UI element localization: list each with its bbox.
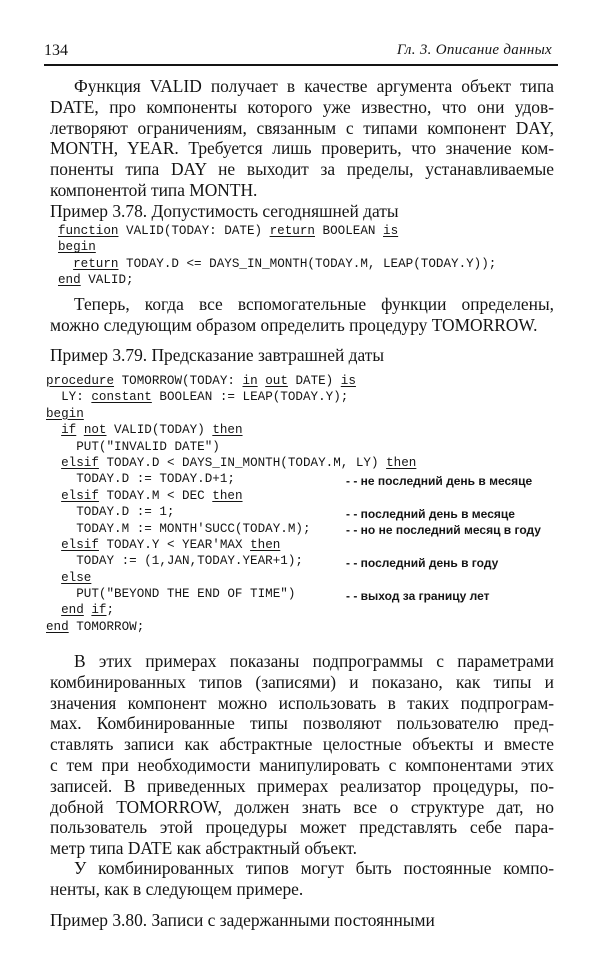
code-text [46, 538, 61, 552]
code-keyword: end [58, 273, 81, 288]
code-text [46, 489, 61, 503]
code-line [46, 389, 416, 405]
text-line: ставлять записи как абстрактные целостные объекты и вместе [50, 734, 554, 755]
code-keyword: constant [91, 390, 152, 405]
code-keyword: end [46, 619, 69, 634]
code-keyword: function [58, 224, 119, 238]
code-text: TOMORROW(TODAY: [114, 374, 243, 388]
code-comment: - - последний день в году [346, 556, 499, 570]
code-text: ; [106, 603, 115, 618]
code-text: DATE) [287, 374, 341, 388]
running-title: Гл. 3. Описание данных [396, 42, 552, 58]
code-text: TODAY.D <= DAYS_IN_MONTH(TODAY.M, LEAP(TODAY.Y)); [118, 256, 497, 271]
code-line [58, 239, 496, 255]
example-3-80-caption: Пример 3.80. Записи с задержанными постоянными [50, 910, 435, 930]
text-line: летворяют ограничениям, связанным с типами компонент DAY, [50, 117, 554, 138]
code-line [58, 256, 496, 272]
text-line: компонентой типа MONTH. [50, 179, 258, 200]
code-keyword: is [340, 374, 356, 388]
code-text: PUT("INVALID DATE") [46, 439, 220, 454]
code-line [58, 223, 496, 239]
code-text: TODAY.M := MONTH'SUCC(TODAY.M); [46, 521, 311, 536]
code-text: VALID; [80, 273, 134, 288]
code-text [46, 423, 61, 437]
code-comment: - - последний день в месяце [346, 507, 515, 521]
intro-paragraph [50, 76, 554, 201]
code-keyword: elsif [61, 488, 99, 503]
code-keyword: in [242, 374, 258, 388]
code-keyword: then [212, 488, 243, 503]
code-line [46, 488, 416, 504]
text-line: Теперь, когда все вспомогательные функции определены, [74, 294, 554, 314]
page-number: 134 [44, 42, 68, 59]
example-3-78-caption: Пример 3.78. Допустимость сегодняшней даты [50, 201, 399, 221]
example-3-79-caption: Пример 3.79. Предсказание завтрашней даты [50, 345, 385, 365]
code-keyword: is [383, 224, 399, 238]
code-text: BOOLEAN [314, 224, 384, 238]
code-text: LY: [46, 390, 92, 405]
code-keyword: then [386, 455, 417, 470]
code-keyword: if [61, 423, 77, 438]
code-keyword: return [73, 256, 119, 271]
code-line [46, 570, 416, 586]
text-line: MONTH, YEAR. Требуется лишь проверить, что значение ком- [50, 138, 554, 159]
text-line: добной TOMORROW, должен знать все о структуре дат, но [50, 796, 554, 817]
code-line [46, 455, 416, 471]
code-comment: - - но не последний месяц в году [346, 523, 541, 537]
code-text: VALID(TODAY: DATE) [118, 224, 270, 238]
text-line: В этих примерах показаны подпрограммы с параметрами [74, 651, 554, 671]
code-line [46, 602, 416, 618]
code-keyword: begin [58, 240, 96, 255]
code-text: VALID(TODAY) [106, 423, 213, 438]
code-text [76, 423, 84, 437]
code-keyword: then [212, 423, 243, 438]
code-line [46, 422, 416, 438]
code-keyword: else [61, 570, 92, 585]
code-keyword: elsif [61, 455, 99, 470]
text-line: значения компонент можно использовать в таких подпрограм- [50, 692, 554, 713]
code-keyword: begin [46, 406, 84, 421]
code-text: TOMORROW; [68, 619, 145, 634]
text-line: ненты, как в следующем примере. [50, 878, 304, 899]
code-keyword: procedure [46, 374, 115, 388]
code-keyword: then [250, 537, 281, 552]
page-header [44, 42, 558, 66]
middle-paragraph [50, 294, 554, 336]
code-keyword: return [269, 224, 315, 238]
code-text: TODAY.D := 1; [46, 505, 175, 520]
code-text [46, 571, 61, 585]
code-keyword: end [61, 603, 84, 618]
code-text [58, 257, 73, 271]
text-line: комбинированных типов (записями) и показано, как типы и [50, 671, 554, 692]
text-line: поненты типа DAY не выходит за пределы, устанавливаемые [50, 159, 554, 180]
code-text: TODAY.D := TODAY.D+1; [46, 472, 235, 487]
code-line [46, 537, 416, 553]
code-text: TODAY := (1,JAN,TODAY.YEAR+1); [46, 554, 303, 569]
code-line [46, 373, 416, 389]
text-line: DATE, про компоненты которого уже известно, что они удов- [50, 96, 554, 117]
constant-paragraph [50, 858, 554, 900]
text-line: с тем при необходимости манипулировать с компонентами этих [50, 754, 554, 775]
code-line [46, 406, 416, 422]
example-3-78-code [58, 223, 496, 289]
text-line: метр типа DATE как абстрактный объект. [50, 838, 358, 859]
code-text: PUT("BEYOND THE END OF TIME") [46, 587, 296, 602]
code-comment: - - не последний день в месяце [346, 474, 533, 488]
text-line: У комбинированных типов могут быть постоянные компо- [74, 858, 554, 878]
text-line: записей. В приведенных примерах реализатор процедуры, по- [50, 775, 554, 796]
code-text: TODAY.Y < YEAR'MAX [98, 537, 251, 552]
code-text: TODAY.M < DEC [98, 488, 213, 503]
closing-paragraph [50, 651, 554, 859]
code-text [46, 456, 61, 470]
code-line [46, 619, 416, 635]
code-keyword: elsif [61, 537, 99, 552]
code-text: TODAY.D < DAYS_IN_MONTH(TODAY.M, LY) [98, 455, 387, 470]
text-line: можно следующим образом определить процедуру TOMORROW. [50, 314, 538, 335]
text-line: пользователь этой процедуры может представлять себе пара- [50, 817, 554, 838]
code-text [46, 603, 61, 617]
text-line: Функция VALID получает в качестве аргумента объект типа [74, 76, 554, 96]
code-comment: - - выход за границу лет [346, 589, 490, 603]
code-keyword: out [265, 374, 288, 388]
code-line [46, 439, 416, 455]
text-line: мах. Комбинированные типы позволяют пользователю пред- [50, 713, 554, 734]
code-line [58, 272, 496, 288]
code-text: BOOLEAN := LEAP(TODAY.Y); [151, 390, 349, 405]
code-keyword: if [91, 603, 107, 618]
code-keyword: not [83, 423, 107, 438]
